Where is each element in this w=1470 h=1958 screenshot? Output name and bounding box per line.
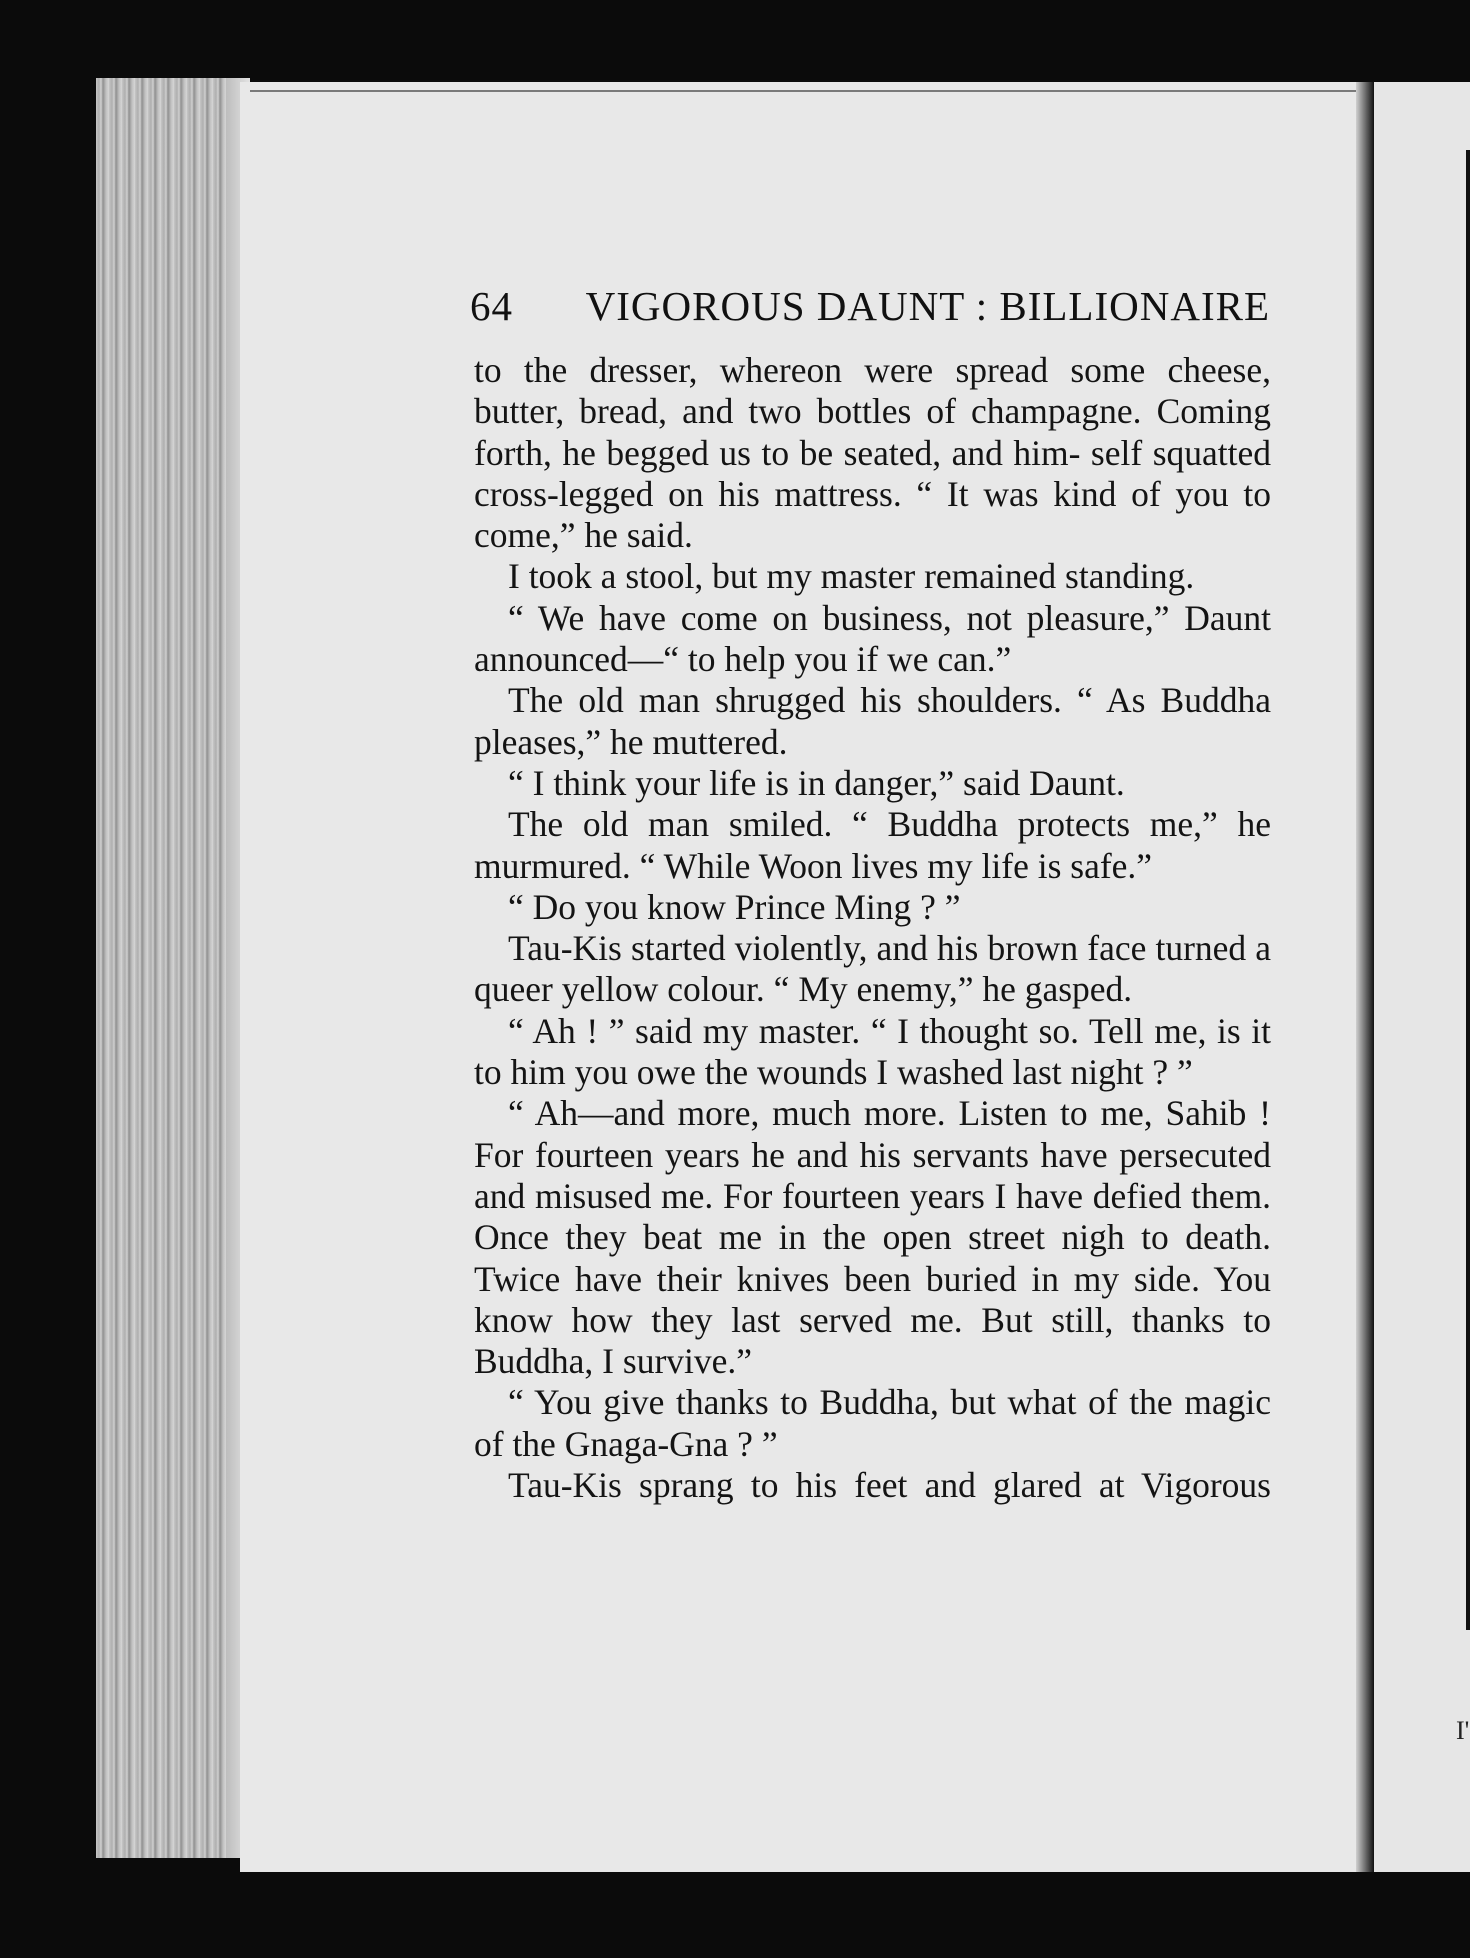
book-page-edges: [96, 78, 246, 1858]
paragraph-continues: Tau-Kis sprang to his feet and glared at Vigorous: [508, 1465, 1271, 1506]
paragraph: Tau-Kis started violently, and his brown face turned a queer yellow colour. “ My enemy,” he gasped.: [474, 928, 1271, 1010]
paragraph: “ I think your life is in danger,” said Daunt.: [508, 762, 1125, 803]
running-title: VIGOROUS DAUNT : BILLIONAIRE: [585, 283, 1270, 329]
paragraph: The old man smiled. “ Buddha protects me,” he murmured. “ While Woon lives my life is safe.”: [474, 804, 1271, 886]
page-fold-shadow: [1356, 82, 1374, 1872]
paragraph: The old man shrugged his shoulders. “ As Buddha pleases,” he muttered.: [474, 680, 1271, 762]
paragraph: “ You give thanks to Buddha, but what of the magic of the Gnaga-Gna ? ”: [474, 1382, 1271, 1464]
next-page-text-fragment: I': [1456, 1716, 1470, 1745]
next-page-dark-strip: [1466, 150, 1470, 1630]
page-top-edge-line: [250, 90, 1360, 92]
page-number: 64: [470, 283, 513, 329]
next-page-edge: [1374, 82, 1470, 1872]
body-text: [474, 350, 1271, 1506]
paragraph: “ Ah—and more, much more. Listen to me, Sahib ! For fourteen years he and his servants have persecuted and misused me. For fourteen years I have defied them. Once they beat me in the open street nigh to death. Twice have their knives been buried in my side. You know how they last served me. But still, thanks to Buddha, I survive.”: [474, 1093, 1271, 1382]
paragraph: I took a stool, but my master remained standing.: [508, 556, 1195, 597]
paragraph: “ Ah ! ” said my master. “ I thought so. Tell me, is it to him you owe the wounds I washed last night ? ”: [474, 1010, 1271, 1093]
paragraph: “ We have come on business, not pleasure,” Daunt announced—“ to help you if we can.”: [474, 597, 1271, 680]
paragraph: “ Do you know Prince Ming ? ”: [508, 886, 961, 927]
running-head: [470, 282, 1270, 330]
paragraph-continued: to the dresser, whereon were spread some cheese, butter, bread, and two bottles of champagne. Coming forth, he begged us to be seated, and him- self squatted cross-legged on his mattress. “ It was kind of you to come,” he said.: [474, 350, 1271, 556]
